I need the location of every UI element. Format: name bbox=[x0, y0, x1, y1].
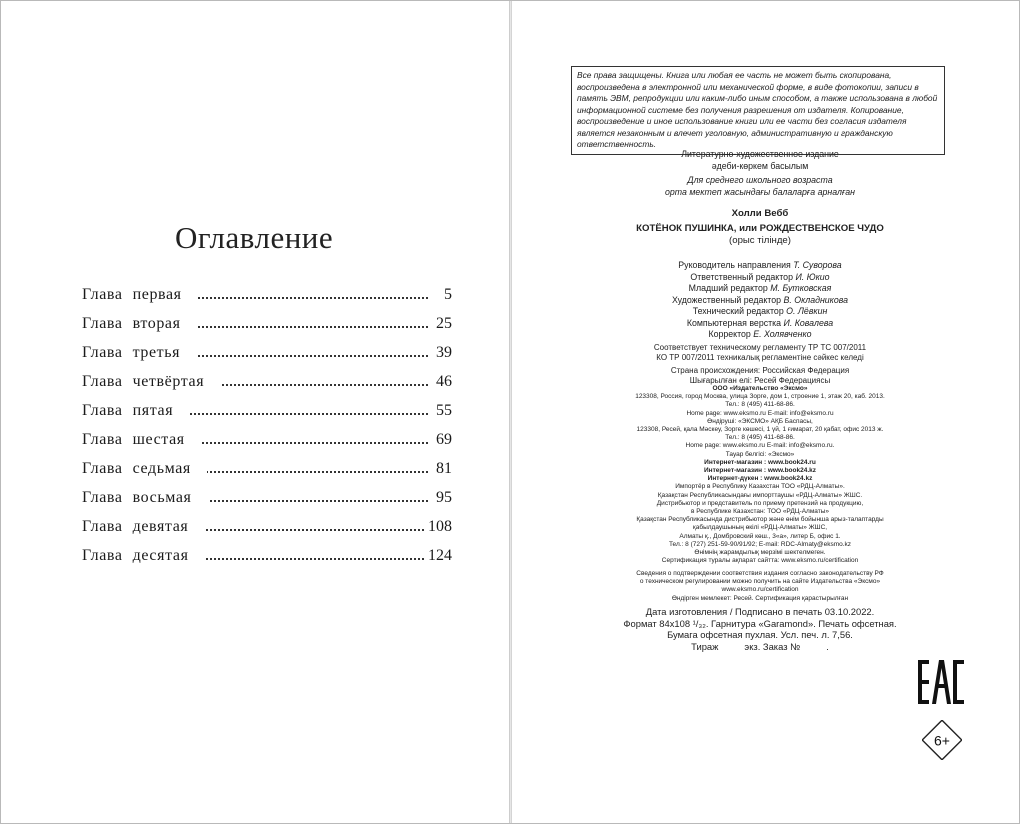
regulation-line: КО ТР 007/2011 техникалық регламентіне сәйкес келеді bbox=[656, 353, 864, 362]
chapter-name: девятая bbox=[132, 518, 189, 535]
toc-entry bbox=[82, 516, 452, 545]
toc-page-number: 124 bbox=[425, 545, 452, 567]
book-title: КОТЁНОК ПУШИНКА, или РОЖДЕСТВЕНСКОЕ ЧУДО bbox=[636, 223, 884, 234]
staff-credit bbox=[600, 260, 920, 272]
language-note: (орыс тілінде) bbox=[729, 235, 791, 246]
edition-block bbox=[600, 149, 920, 198]
print-info-line: Тираж экз. Заказ № . bbox=[691, 640, 829, 652]
chapter-word: Глава bbox=[82, 489, 123, 506]
staff-role: Художественный редактор bbox=[671, 294, 782, 305]
publisher-line: в Республике Казахстан: ТОО «РДЦ-Алматы» bbox=[690, 508, 830, 516]
staff-credit bbox=[600, 306, 920, 318]
toc-entry bbox=[82, 371, 452, 400]
toc-entry-label bbox=[82, 545, 205, 567]
toc-entry-label bbox=[82, 429, 201, 451]
staff-role: Компьютерная верстка bbox=[686, 317, 782, 328]
eac-mark-icon bbox=[918, 660, 964, 704]
toc-entry bbox=[82, 458, 452, 487]
edition-type-kz: әдеби-көркем басылым bbox=[711, 160, 809, 171]
age-group: Для среднего школьного возраста bbox=[687, 175, 833, 185]
toc-leader-dots bbox=[182, 355, 428, 357]
toc-page-number: 25 bbox=[433, 313, 452, 335]
toc-entry bbox=[82, 487, 452, 516]
chapter-word: Глава bbox=[82, 286, 123, 303]
publisher-line: Тел.: 8 (495) 411-68-86. bbox=[725, 434, 795, 442]
staff-name: М. Бутковская bbox=[770, 283, 832, 293]
author-name: Холли Вебб bbox=[731, 208, 789, 219]
staff-name: Е. Холявченко bbox=[753, 329, 812, 339]
toc-leader-dots bbox=[182, 471, 428, 473]
toc-leader-dots bbox=[182, 500, 428, 502]
toc-page-number: 55 bbox=[433, 400, 452, 422]
publisher-line: Импортёр в Республику Казахстан ТОО «РДЦ-Алматы». bbox=[675, 483, 845, 491]
toc-entry-label bbox=[82, 487, 208, 509]
rights-notice: Все права защищены. Книга или любая ее часть не может быть скопирована, воспроизведена в электронной или механической форме, в виде фотокопии, записи в память ЭВМ, репродукции или каким-либо иным способом, а также использована в любой информационной системе без получения разрешения от издателя. Копирование, воспроизведение и иное использование книги или ее части без согласия издателя является незаконным и влечет уголовную, административную и гражданскую ответственность. bbox=[571, 66, 945, 155]
staff-name: И. Юкио bbox=[795, 271, 830, 282]
toc-entry bbox=[82, 313, 452, 342]
toc-entry-label bbox=[82, 284, 198, 306]
chapter-name: десятая bbox=[132, 547, 189, 564]
toc-entry bbox=[82, 545, 452, 574]
publisher-line: қабылдаушының өкілі «РДЦ-Алматы» ЖШС, bbox=[692, 524, 828, 532]
publisher-line: Сертификация туралы ақпарат сайтта: www.eksmo.ru/certification bbox=[661, 557, 859, 565]
toc-page-number: 39 bbox=[433, 342, 452, 364]
publisher-line: Қазақстан Республикасында дистрибьютор және өнім бойынша арыз-талаптарды bbox=[636, 516, 884, 524]
toc-leader-dots bbox=[182, 326, 428, 328]
toc-leader-dots bbox=[182, 413, 428, 415]
edition-type: Литературно-художественное издание bbox=[681, 149, 839, 159]
chapter-word: Глава bbox=[82, 402, 123, 419]
publisher-line: Қазақстан Республикасындағы импорттаушы «РДЦ-Алматы» ЖШС. bbox=[657, 491, 863, 499]
chapter-name: пятая bbox=[132, 402, 174, 419]
certification-line: www.eksmo.ru/certification bbox=[721, 586, 799, 594]
toc-entry bbox=[82, 284, 452, 313]
staff-role: Младший редактор bbox=[688, 283, 768, 293]
regulation-block bbox=[600, 343, 920, 386]
chapter-word: Глава bbox=[82, 431, 123, 448]
certification-line: Өндірген мемлекет: Ресей. Сертификация қарастырылған bbox=[671, 594, 849, 602]
toc-entry bbox=[82, 429, 452, 458]
toc-page-number: 108 bbox=[425, 516, 452, 538]
publisher-block bbox=[600, 385, 920, 565]
staff-credit bbox=[600, 318, 920, 330]
chapter-name: четвёртая bbox=[132, 373, 205, 390]
toc-entry-label bbox=[82, 313, 197, 335]
print-info-line: Бумага офсетная пухлая. Усл. печ. л. 7,56. bbox=[667, 629, 853, 641]
publisher-line: Өндіруші: «ЭКСМО» АҚБ Баспасы, bbox=[707, 417, 813, 425]
publisher-line: Өнімнің жарамдылық мерзімі шектелмеген. bbox=[694, 549, 826, 557]
print-info-block bbox=[600, 606, 920, 652]
chapter-word: Глава bbox=[82, 460, 123, 477]
publisher-line: ООО «Издательство «Эксмо» bbox=[712, 385, 808, 392]
chapter-name: первая bbox=[132, 286, 182, 303]
toc-leader-dots bbox=[182, 297, 428, 299]
toc-entry bbox=[82, 400, 452, 429]
chapter-word: Глава bbox=[82, 547, 123, 564]
staff-role: Руководитель направления bbox=[678, 260, 791, 270]
toc-page-number: 46 bbox=[433, 371, 452, 393]
chapter-word: Глава bbox=[82, 373, 123, 390]
toc-entry-label bbox=[82, 400, 189, 422]
publisher-line: Интернет-дүкен : www.book24.kz bbox=[707, 475, 813, 483]
toc-list bbox=[82, 284, 452, 574]
staff-credit bbox=[600, 272, 920, 284]
toc-title: Оглавление bbox=[175, 220, 334, 255]
staff-name: В. Окладникова bbox=[783, 294, 849, 305]
print-info-line: Формат 84x108 ¹/₃₂. Гарнитура «Garamond». Печать офсетная. bbox=[623, 617, 897, 629]
toc-entry-label bbox=[82, 371, 220, 393]
print-info-line: Дата изготовления / Подписано в печать 03.10.2022. bbox=[645, 606, 875, 617]
staff-credit bbox=[600, 329, 920, 341]
toc-entry bbox=[82, 342, 452, 371]
regulation-line: Соответствует техническому регламенту ТР ТС 007/2011 bbox=[653, 343, 867, 352]
certification-line: о техническом регулировании можно получить на сайте Издательства «Эксмо» bbox=[639, 578, 881, 586]
origin-line: Шығарылған елі: Ресей Федерациясы bbox=[689, 376, 831, 385]
chapter-word: Глава bbox=[82, 315, 123, 332]
toc-page-number: 5 bbox=[441, 284, 452, 306]
staff-credit bbox=[600, 295, 920, 307]
certification-line: Сведения о подтверждении соответствия издания согласно законодательству РФ bbox=[636, 570, 884, 577]
origin-line: Страна происхождения: Российская Федерация bbox=[670, 366, 850, 375]
chapter-name: третья bbox=[132, 344, 181, 361]
publisher-line: Интернет-магазин : www.book24.ru bbox=[704, 458, 816, 466]
staff-role: Ответственный редактор bbox=[690, 271, 793, 282]
publisher-line: Алматы қ., Домбровский көш., 3«а», литер Б, офис 1. bbox=[679, 532, 841, 540]
staff-list bbox=[600, 260, 920, 341]
certification-block bbox=[600, 570, 920, 603]
publisher-line: Home page: www.eksmo.ru E-mail: info@eksmo.ru bbox=[686, 409, 834, 417]
toc-entry-label bbox=[82, 458, 207, 480]
staff-role: Корректор bbox=[708, 329, 751, 339]
toc-leader-dots bbox=[182, 529, 428, 531]
publisher-line: Дистрибьютор и представитель по приему претензий на продукцию, bbox=[656, 499, 864, 507]
chapter-name: восьмая bbox=[132, 489, 192, 506]
publisher-line: 123308, Ресей, қала Мәскеу, Зорге көшесі, 1 үй, 1 ғимарат, 20 қабат, офис 2013 ж. bbox=[636, 426, 884, 434]
toc-page-number: 95 bbox=[433, 487, 452, 509]
chapter-name: шестая bbox=[132, 431, 185, 448]
chapter-name: вторая bbox=[132, 315, 181, 332]
toc-entry-label bbox=[82, 342, 196, 364]
toc-page-number: 69 bbox=[433, 429, 452, 451]
title-block bbox=[600, 208, 920, 247]
age-rating-badge bbox=[922, 720, 962, 760]
publisher-line: Home page: www.eksmo.ru E-mail: info@eksmo.ru. bbox=[685, 442, 835, 450]
publisher-line: Интернет-магазин : www.book24.kz bbox=[704, 467, 816, 475]
staff-role: Технический редактор bbox=[692, 306, 784, 316]
age-group-kz: орта мектеп жасындағы балаларға арналған bbox=[664, 186, 856, 197]
toc-entry-label bbox=[82, 516, 204, 538]
age-rating-text: 6+ bbox=[934, 732, 950, 749]
toc-leader-dots bbox=[182, 442, 428, 444]
publisher-line: Тауар белгісі: «Эксмо» bbox=[725, 450, 795, 458]
publisher-line: Тел.: 8 (495) 411-68-86. bbox=[725, 401, 795, 409]
toc-page-number: 81 bbox=[433, 458, 452, 480]
chapter-word: Глава bbox=[82, 344, 123, 361]
publisher-line: Тел.: 8 (727) 251-59-90/91/92; E-mail: RDC-Almaty@eksmo.kz bbox=[668, 540, 852, 548]
staff-name: О. Лёвкин bbox=[786, 306, 828, 316]
chapter-word: Глава bbox=[82, 518, 123, 535]
staff-name: И. Ковалева bbox=[783, 317, 834, 328]
toc-leader-dots bbox=[182, 558, 428, 560]
staff-credit bbox=[600, 283, 920, 295]
chapter-name: седьмая bbox=[132, 460, 191, 477]
staff-name: Т. Суворова bbox=[793, 260, 842, 270]
publisher-line: 123308, Россия, город Москва, улица Зорге, дом 1, строение 1, этаж 20, каб. 2013. bbox=[635, 393, 885, 401]
